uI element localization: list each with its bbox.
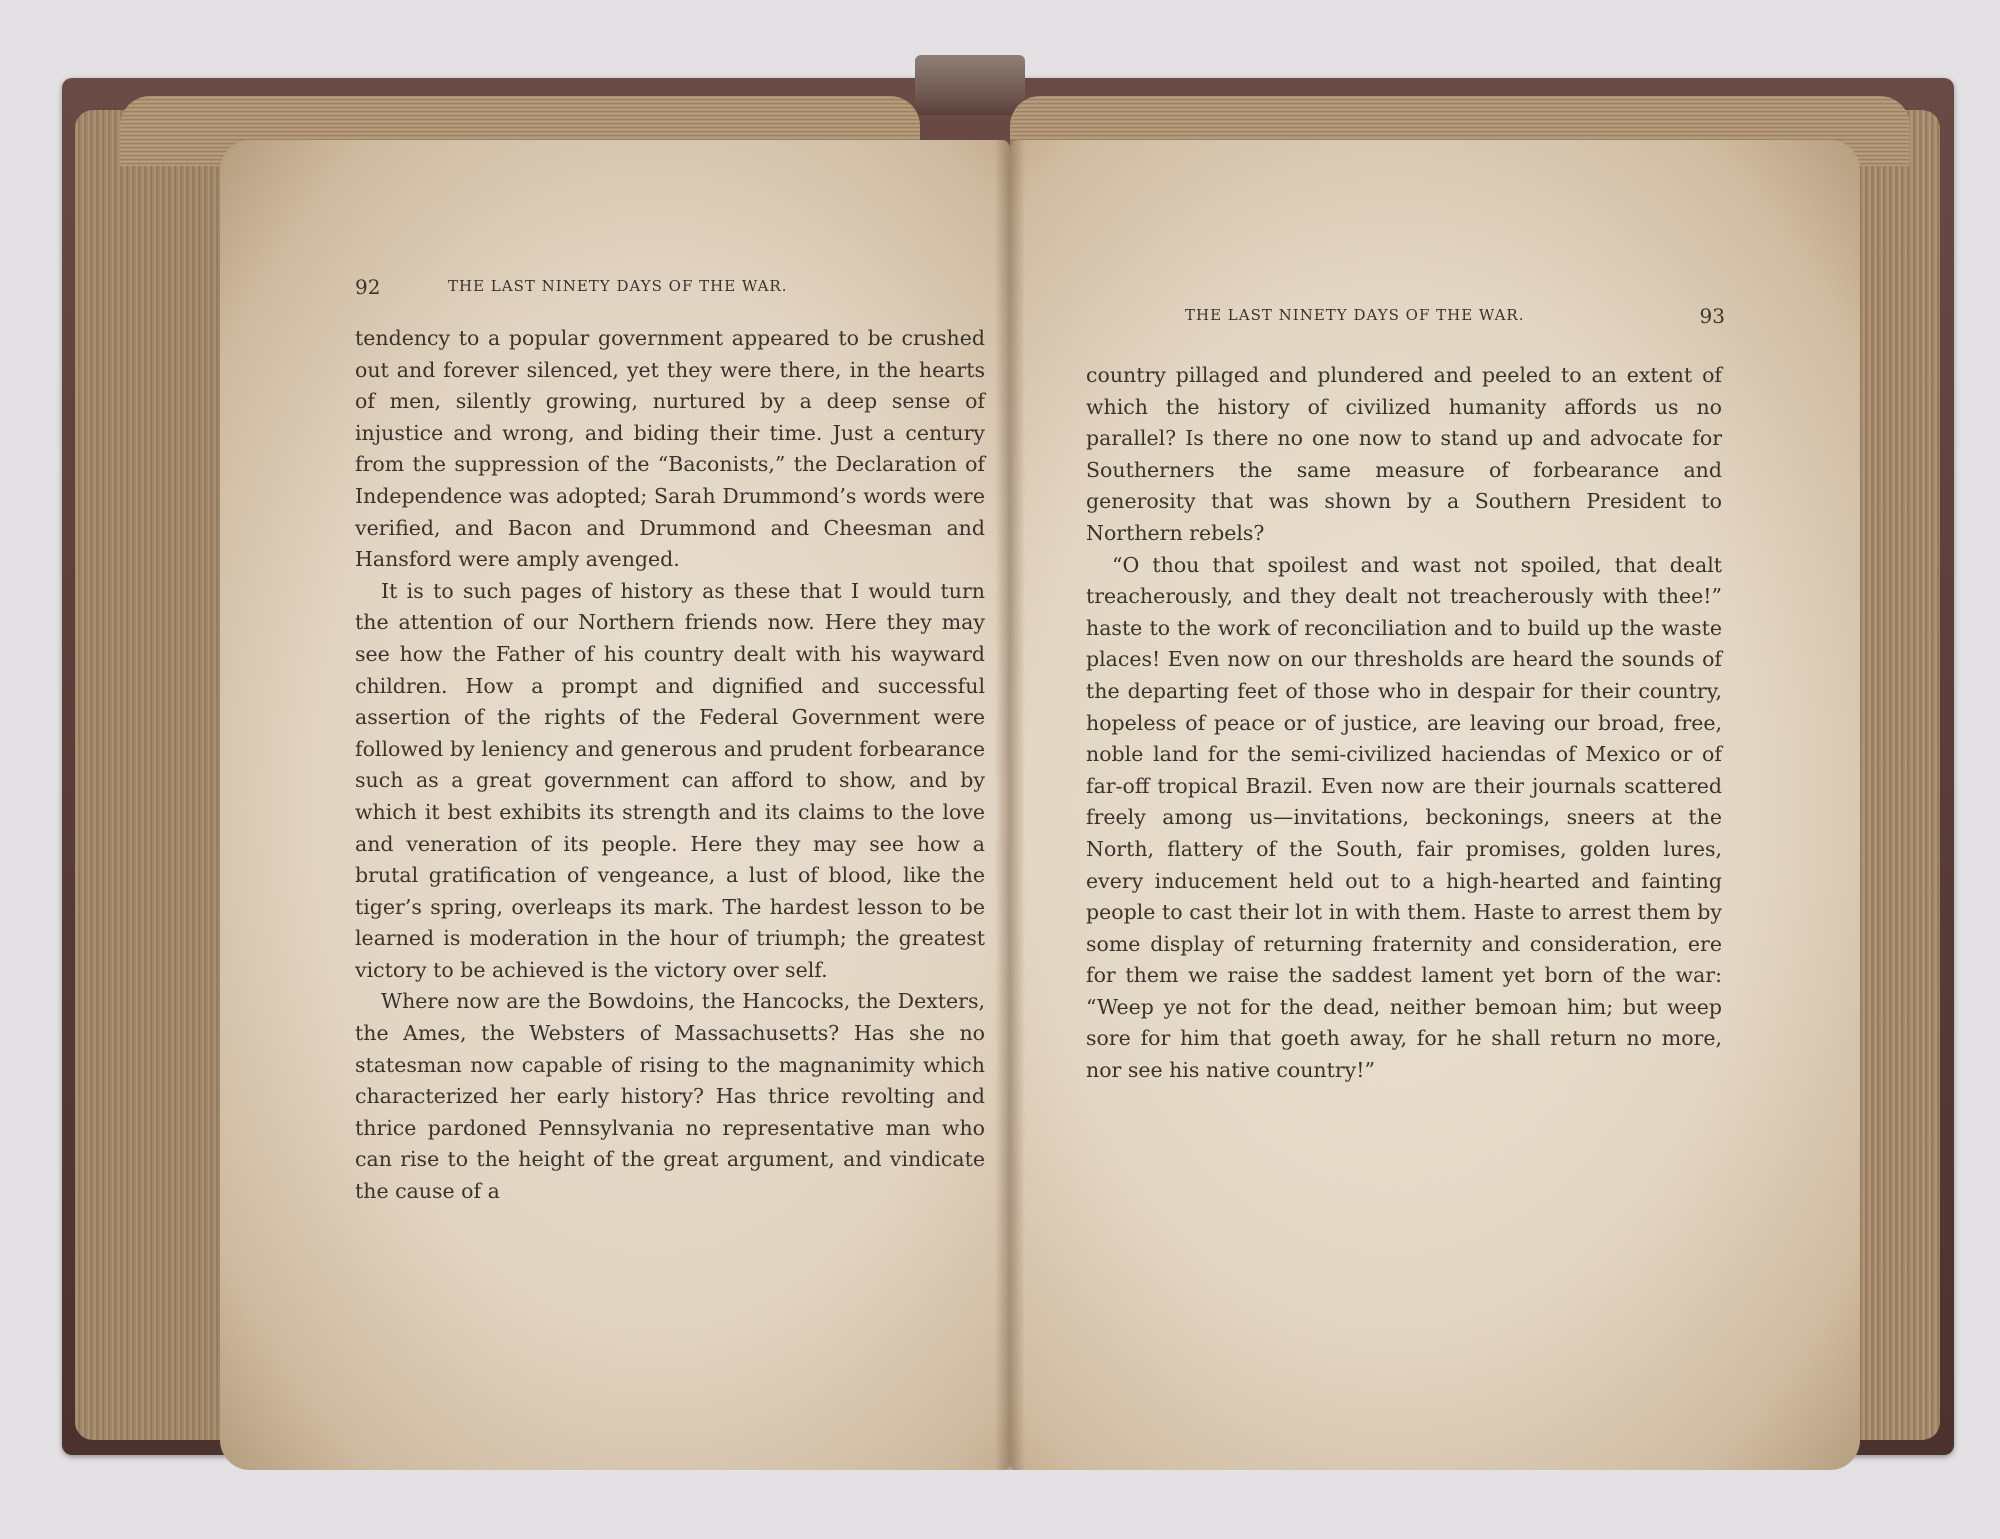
left-page [220, 140, 1010, 1470]
book-spine [915, 55, 1025, 115]
right-running-head: THE LAST NINETY DAYS OF THE WAR. [1185, 306, 1525, 324]
left-paragraph-3: Where now are the Bowdoins, the Hancocks, the Dexters, the Ames, the Websters of Massachusetts? Has she no statesman now capable of rising to the magnanimity which characterized her early history? Has thrice revolting and thrice pardoned Pennsylvania no representative man who can rise to the height of the great argument, and vindicate the cause of a [355, 989, 985, 1204]
right-page-body [1086, 360, 1722, 1087]
right-paragraph-2: “O thou that spoilest and wast not spoiled, that dealt treacherously, and they dealt not treacherously with thee!” haste to the work of reconciliation and to build up the waste places! Even now on our thresholds are heard the sounds of the departing feet of those who in despair for their country, hopeless of peace or of justice, are leaving our broad, free, noble land for the semi-civilized haciendas of Mexico or of far-off tropical Brazil. Even now are their journals scattered freely among us—invitations, beckonings, sneers at the North, flattery of the South, fair promises, golden lures, every inducement held out to a high-hearted and fainting people to cast their lot in with them. Haste to arrest them by some display of returning fraternity and consideration, ere for them we raise the saddest lament yet born of the war: “Weep ye not for the dead, neither bemoan him; but weep sore for him that goeth away, for he shall return no more, nor see his native country!” [1086, 552, 1722, 1083]
left-running-head: THE LAST NINETY DAYS OF THE WAR. [448, 277, 788, 295]
left-page-body [355, 323, 985, 1208]
right-paragraph-1: country pillaged and plundered and peeled to an extent of which the history of civilized humanity affords us no parallel? Is there no one now to stand up and advocate for Southerners the same measure of forbearance and generosity that was shown by a Southern President to Northern rebels? [1086, 363, 1722, 545]
left-paragraph-2: It is to such pages of history as these that I would turn the attention of our Northern friends now. Here they may see how the Father of his country dealt with his wayward children. How a prompt and dignified and successful assertion of the rights of the Federal Government were followed by leniency and generous and prudent forbearance such as a great government can afford to show, and by which it best exhibits its strength and its claims to the love and veneration of its people. Here they may see how a brutal gratification of vengeance, a lust of blood, like the tiger’s spring, overleaps its mark. The hardest lesson to be learned is moderation in the hour of triumph; the greatest victory to be achieved is the victory over self. [355, 578, 985, 982]
right-page-number: 93 [1699, 304, 1725, 328]
right-page [1010, 140, 1860, 1470]
left-page-number: 92 [355, 275, 381, 299]
book-gutter [995, 140, 1025, 1470]
left-paragraph-1: tendency to a popular government appeared to be crushed out and forever silenced, yet they were there, in the hearts of men, silently growing, nurtured by a deep sense of injustice and wrong, and biding their time. Just a century from the suppression of the “Baconists,” the Declaration of Independence was adopted; Sarah Drummond’s words were verified, and Bacon and Drummond and Cheesman and Hansford were amply avenged. [355, 326, 985, 572]
